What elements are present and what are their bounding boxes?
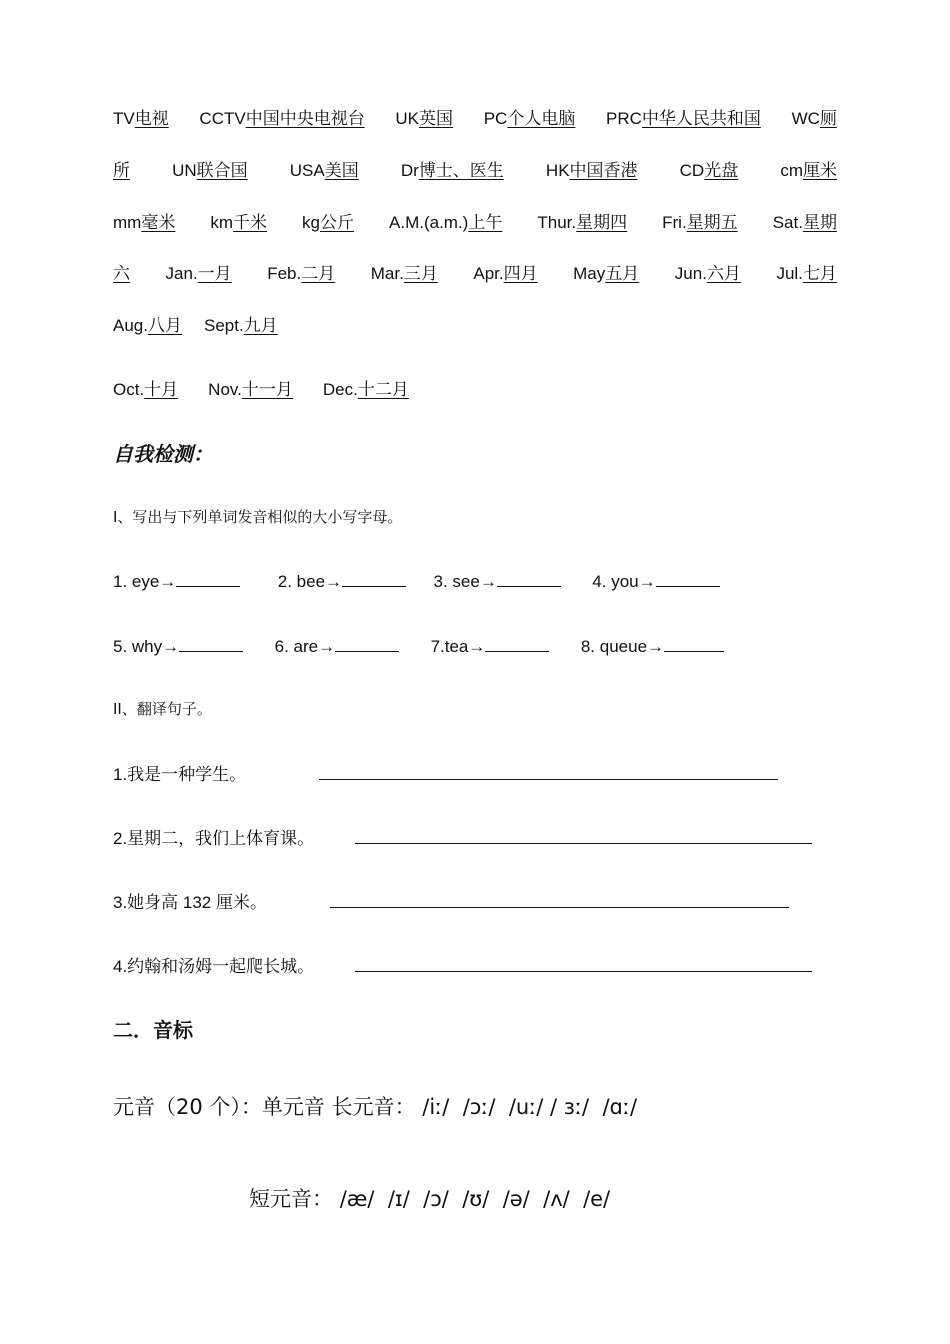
ipa-symbol: /iː/: [422, 1095, 450, 1119]
answer-blank[interactable]: [335, 634, 399, 652]
exercise-item: 1. eye→: [113, 572, 177, 591]
abbreviation-term: [473, 259, 537, 284]
abbreviation-en: Aug.: [113, 316, 148, 335]
abbreviation-zh: 上午: [468, 213, 503, 233]
abbreviation-term: [371, 259, 438, 284]
abbreviation-zh: 六月: [706, 264, 741, 284]
abbreviation-en: Mar.: [370, 264, 404, 283]
abbreviation-term: [401, 156, 504, 181]
abbreviation-zh: 九月: [243, 316, 278, 336]
sentence-text: 4.约翰和汤姆一起爬长城。: [113, 957, 315, 976]
abbreviation-en: CCTV: [199, 109, 246, 128]
part1-title: I、写出与下列单词发音相似的大小写字母。: [113, 508, 403, 526]
answer-blank[interactable]: [656, 569, 720, 587]
abbrev-line-5: [113, 311, 278, 336]
abbreviation-term: [573, 259, 639, 284]
abbreviation-en: Feb.: [267, 264, 302, 283]
short-vowel-label: 短元音：: [249, 1187, 333, 1211]
abbreviation-term: [113, 208, 175, 233]
abbreviation-en: Oct.: [113, 380, 145, 399]
answer-blank[interactable]: [179, 634, 243, 652]
abbreviation-zh: 星期四: [576, 213, 628, 233]
ipa-symbol: /ɔ/: [423, 1187, 449, 1211]
abbrev-line-1: [113, 104, 837, 129]
abbreviation-en: TV: [113, 109, 135, 128]
translation-blank[interactable]: [355, 954, 812, 972]
abbreviation-zh: 毫米: [141, 213, 176, 233]
answer-blank[interactable]: [497, 569, 561, 587]
abbreviation-term: [113, 104, 169, 129]
abbrev-line-6: [113, 375, 409, 400]
sentence-text: 3.她身高 132 厘米。: [113, 893, 267, 912]
part1-row-1: [113, 569, 720, 592]
abbreviation-term: [773, 208, 837, 233]
abbrev-line-4: [113, 259, 837, 284]
part1-row-2: [113, 634, 724, 657]
abbreviation-zh: 厘米: [803, 161, 837, 181]
long-vowels-line: [113, 1091, 637, 1121]
translation-blank[interactable]: [330, 890, 789, 908]
ipa-symbol: /uː/: [508, 1095, 544, 1119]
abbreviation-zh: 二月: [301, 264, 336, 284]
abbreviation-zh: 星期: [802, 213, 837, 233]
abbreviation-zh: 十一月: [241, 380, 293, 400]
exercise-item: 4. you→: [592, 572, 656, 591]
abbreviation-zh: 六: [113, 264, 130, 284]
abbreviation-zh: 中国香港: [569, 161, 638, 181]
abbreviation-term: [166, 259, 232, 284]
abbreviation-en: UN: [172, 161, 197, 180]
abbreviation-en: PC: [483, 109, 508, 128]
exercise-item: 6. are→: [274, 637, 336, 656]
ipa-symbol: /e/: [583, 1187, 611, 1211]
abbreviation-term: [290, 156, 359, 181]
abbreviation-zh: 四月: [503, 264, 538, 284]
ipa-symbol: /ə/: [502, 1187, 530, 1211]
abbreviation-en: cm: [780, 161, 803, 180]
abbreviation-zh: 联合国: [196, 161, 248, 181]
abbreviation-term: [208, 375, 293, 400]
translation-blank[interactable]: [355, 826, 812, 844]
abbreviation-zh: 七月: [802, 264, 837, 284]
abbreviation-term: [113, 259, 130, 284]
abbrev-line-2: [113, 156, 837, 181]
sentence-row-1: [113, 760, 778, 785]
abbreviation-zh: 博士、医生: [418, 161, 504, 181]
abbreviation-zh: 八月: [147, 316, 182, 336]
abbreviation-zh: 所: [113, 161, 130, 181]
abbreviation-en: PRC: [606, 109, 642, 128]
abbreviation-zh: 英国: [419, 109, 454, 129]
exercise-item: 5. why→: [113, 637, 180, 656]
abbreviation-en: Dr: [400, 161, 419, 180]
abbreviation-en: May: [573, 264, 606, 283]
sentence-row-4: [113, 952, 812, 977]
abbreviation-term: [662, 208, 738, 233]
answer-blank[interactable]: [342, 569, 406, 587]
abbreviation-term: [776, 259, 836, 284]
abbreviation-term: [537, 208, 627, 233]
abbreviation-zh: 十月: [144, 380, 179, 400]
abbreviation-term: [780, 156, 837, 181]
abbreviation-en: A.M.(a.m.): [389, 213, 469, 232]
abbreviation-term: [546, 156, 638, 181]
ipa-symbol: /ɔː/: [462, 1095, 496, 1119]
abbrev-line-3: [113, 208, 837, 233]
abbreviation-en: Fri.: [662, 213, 687, 232]
abbreviation-zh: 十二月: [357, 380, 409, 400]
abbreviation-en: kg: [302, 213, 320, 232]
abbreviation-term: [792, 104, 837, 129]
exercise-item: 8. queue→: [580, 637, 665, 656]
abbreviation-zh: 厕: [819, 109, 837, 129]
ipa-symbol: /æ/: [339, 1187, 375, 1211]
abbreviation-en: Thur.: [537, 213, 577, 232]
abbreviation-zh: 三月: [403, 264, 438, 284]
abbreviation-en: Sat.: [772, 213, 803, 232]
abbreviation-en: HK: [545, 161, 570, 180]
abbreviation-en: mm: [113, 213, 142, 232]
abbreviation-en: UK: [395, 109, 420, 128]
abbreviation-term: [302, 208, 354, 233]
abbreviation-term: [210, 208, 267, 233]
abbreviation-en: USA: [289, 161, 325, 180]
abbreviation-zh: 个人电脑: [507, 109, 576, 129]
abbreviation-en: Jul.: [776, 264, 803, 283]
exercise-item: 7.tea→: [430, 637, 486, 656]
sentence-text: 1.我是一种学生。: [113, 765, 247, 784]
ipa-symbol: /ɑː/: [602, 1095, 638, 1119]
abbreviation-zh: 电视: [134, 109, 169, 129]
abbreviation-zh: 美国: [324, 161, 359, 181]
answer-blank[interactable]: [485, 634, 549, 652]
abbreviation-en: WC: [791, 109, 820, 128]
abbreviation-term: [389, 208, 502, 233]
abbreviation-term: [395, 104, 453, 129]
translation-blank[interactable]: [319, 762, 778, 780]
ipa-symbol: /ʌ/: [543, 1187, 570, 1211]
abbreviation-en: CD: [679, 161, 705, 180]
abbreviation-zh: 五月: [605, 264, 640, 284]
abbreviation-term: [484, 104, 576, 129]
abbreviation-term: [113, 311, 182, 336]
abbreviation-zh: 光盘: [704, 161, 739, 181]
sentence-row-3: [113, 888, 789, 913]
abbreviation-en: Dec.: [322, 380, 358, 399]
exercise-item: 2. bee→: [277, 572, 343, 591]
abbreviation-term: [606, 104, 761, 129]
abbreviation-zh: 中国中央电视台: [245, 109, 365, 129]
answer-blank[interactable]: [176, 569, 240, 587]
abbreviation-en: Nov.: [208, 380, 242, 399]
abbreviation-term: [172, 156, 248, 181]
abbreviation-en: Sept.: [203, 316, 244, 335]
abbreviation-zh: 星期五: [686, 213, 738, 233]
abbreviation-term: [267, 259, 335, 284]
abbreviation-term: [113, 156, 130, 181]
abbreviation-term: [675, 259, 741, 284]
ipa-symbol: /ʊ/: [462, 1187, 490, 1211]
abbreviation-zh: 公斤: [320, 213, 354, 233]
abbreviation-en: Jan.: [165, 264, 198, 283]
sentence-row-2: [113, 824, 812, 849]
exercise-item: 3. see→: [433, 572, 497, 591]
abbreviation-term: [680, 156, 739, 181]
abbreviation-term: [323, 375, 409, 400]
ipa-symbol: /ɪ/: [387, 1187, 410, 1211]
abbreviation-zh: 千米: [233, 213, 268, 233]
abbreviation-en: km: [210, 213, 234, 232]
abbreviation-term: [113, 375, 178, 400]
abbreviation-zh: 一月: [197, 264, 232, 284]
short-vowels-line: [249, 1183, 610, 1213]
phonetics-heading: 二．音标: [113, 1018, 193, 1042]
self-test-heading: 自我检测：: [113, 442, 213, 466]
sentence-text: 2.星期二，我们上体育课。: [113, 829, 315, 848]
abbreviation-zh: 中华人民共和国: [641, 109, 761, 129]
abbreviation-en: Jun.: [674, 264, 707, 283]
part2-title: II、翻译句子。: [113, 700, 212, 718]
abbreviation-term: [199, 104, 364, 129]
abbreviation-term: [204, 311, 278, 336]
ipa-symbol: / ɜː/: [550, 1095, 590, 1119]
vowel-label: 元音（20 个）：单元音 长元音：: [113, 1095, 416, 1119]
answer-blank[interactable]: [664, 634, 724, 652]
abbreviation-en: Apr.: [473, 264, 504, 283]
